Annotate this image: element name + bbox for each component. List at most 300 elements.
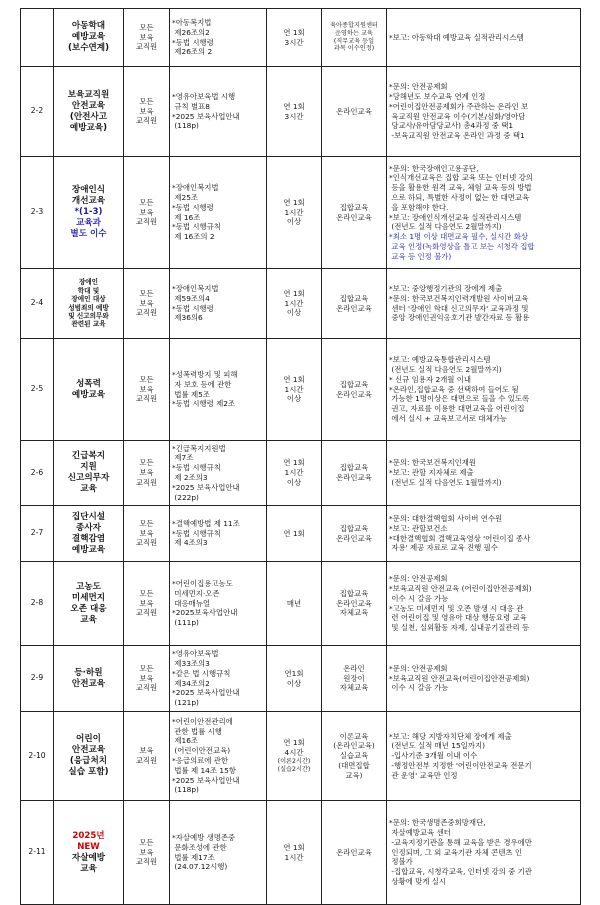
cell-line: 이론교육	[339, 731, 369, 741]
row-number: 2-11	[21, 801, 54, 905]
cell-line: 모든	[139, 96, 154, 106]
cell-line: (111p)	[172, 618, 199, 628]
cell-line: 온라인교육	[336, 533, 372, 543]
cell-line: (안전사고	[69, 111, 108, 122]
cell-line: 관한 법률 시행	[172, 726, 222, 736]
note-line: *고농도 미세먼지 및 오존 발생 시 대응 관	[389, 603, 524, 613]
cell-line: 문화조성에 관한	[172, 842, 227, 852]
cell-line: 아동학대	[71, 21, 106, 31]
cell-line: (보수연계)	[67, 43, 110, 53]
education-table-page	[20, 8, 580, 905]
cell-line: 교육	[80, 863, 97, 874]
note-line: 정불가	[389, 857, 413, 867]
education-method	[322, 562, 387, 646]
cell-line: *동법 시행규칙	[172, 463, 221, 473]
cell-line: (직무교육 등일	[333, 37, 375, 45]
cell-line: 교직원	[135, 608, 158, 618]
cell-line: 법률 제 14조 15항	[172, 765, 236, 775]
note-line: *보고: 관할보건소	[389, 523, 448, 533]
row-number: 2-8	[21, 562, 54, 646]
note-line: *보고: 장애인식개선교육 실적관리시스템	[389, 212, 522, 222]
cell-line: *동법 시행규칙	[172, 222, 221, 232]
cell-line: 보육	[139, 384, 154, 394]
cell-line: *(1-3)	[74, 207, 103, 217]
cell-line: 자체교육	[339, 683, 369, 693]
cell-line: 교직원	[135, 42, 158, 52]
cell-line: 보육	[139, 106, 154, 116]
cell-line: (어린이안전교육)	[172, 746, 231, 756]
cell-line: 모든	[139, 374, 154, 384]
target-staff	[124, 801, 170, 905]
cell-line: 온라인교육	[336, 598, 372, 608]
frequency-hours	[267, 506, 322, 562]
frequency-hours	[267, 339, 322, 441]
cell-line: 모든	[139, 197, 154, 207]
note-line: *어린이집안전공제회가 주관하는 온라인 보	[389, 101, 529, 111]
cell-line: 연1회	[284, 668, 304, 678]
education-name	[54, 157, 124, 269]
notes	[387, 339, 581, 441]
cell-line: 온라인교육	[336, 473, 372, 482]
cell-line: 등·하원	[74, 667, 103, 678]
notes	[387, 562, 581, 646]
cell-line: 관련된 교육	[71, 320, 106, 329]
table-row	[21, 801, 581, 905]
note-line: *당해년도 보수교육 연계 인정	[389, 91, 486, 101]
cell-line: 장애인 대상	[71, 295, 106, 304]
note-line: *보고: 예방교육통합관리시스템	[389, 355, 491, 365]
row-number: 2-5	[21, 339, 54, 441]
cell-line: 교육	[80, 614, 97, 625]
cell-line: *동법 시행령 제2조	[172, 399, 236, 409]
cell-line: 과목 이수인정)	[333, 45, 375, 53]
legal-basis	[170, 157, 267, 269]
note-line: 관 운영' 교육만 인정	[389, 770, 458, 780]
note-line: 자살예방교육 센터	[389, 828, 451, 838]
cell-line: *동법 시행령	[172, 202, 214, 212]
cell-line: 보육	[139, 746, 154, 756]
education-name	[54, 712, 124, 801]
cell-line: 종사자	[76, 522, 101, 533]
cell-line: 보육	[139, 673, 154, 683]
target-staff	[124, 506, 170, 562]
cell-line: *어린이안전관리에	[172, 716, 233, 726]
cell-line: 및 신고의무와	[68, 311, 109, 320]
cell-line: 온라인교육	[336, 212, 372, 222]
target-staff	[124, 562, 170, 646]
education-method	[322, 339, 387, 441]
cell-line: 규칙 별표8	[172, 101, 210, 111]
cell-line: 이상	[286, 217, 302, 227]
cell-line: 보육교직원	[67, 89, 110, 100]
education-method	[322, 9, 387, 67]
note-line: 자용' 제공 자료로 교육 진행 필수	[389, 543, 498, 553]
cell-line: (121p)	[172, 698, 199, 708]
note-line: *문의: 대한결핵협회 사이버 연수원	[389, 513, 503, 523]
note-line: (전년도 실적 다음연도 2월말까지)	[389, 222, 502, 232]
cell-line: (대면집합	[338, 760, 370, 770]
education-name	[54, 269, 124, 339]
cell-line: 개선교육	[71, 196, 106, 206]
cell-line: *어린이집용고농도	[172, 579, 233, 589]
legal-basis	[170, 646, 267, 712]
cell-line: *성폭력방지 및 피해	[172, 369, 238, 379]
cell-line: 연 1회	[283, 528, 305, 538]
education-name	[54, 801, 124, 905]
cell-line: (실습2시간)	[277, 765, 311, 773]
note-line: *인식개선교육은 집합 교육 또는 인터넷 강의	[389, 173, 533, 183]
cell-line: (118p)	[172, 785, 199, 795]
row-number: 2-4	[21, 269, 54, 339]
note-line: *문의: 한국보건복지인재원	[389, 458, 477, 468]
cell-line: (24.07.12시행)	[172, 862, 228, 872]
education-method	[322, 157, 387, 269]
education-name	[54, 339, 124, 441]
cell-line: 교직원	[135, 683, 158, 693]
cell-line: 결핵감염	[71, 533, 106, 544]
cell-line: 4시간	[284, 748, 304, 758]
cell-line: 자 보호 등에 관한	[172, 379, 232, 389]
cell-line: *2025 보육사업안내	[172, 688, 240, 698]
cell-line: 대응매뉴얼	[172, 598, 211, 608]
cell-line: 집합교육	[339, 202, 369, 212]
notes	[387, 9, 581, 67]
cell-line: (이론2시간)	[277, 758, 311, 766]
cell-line: 제59조의4	[172, 293, 210, 303]
cell-line: 연 1회	[283, 842, 305, 852]
legal-basis	[170, 712, 267, 801]
target-staff	[124, 269, 170, 339]
cell-line: 장애인식	[71, 185, 106, 195]
cell-line: 모든	[139, 518, 154, 528]
cell-line: 교직원	[135, 756, 158, 765]
note-line: *최소 1명 이상 대면교육 필수, 실시간 화상	[389, 232, 529, 242]
note-line: 및 실천, 실외활동 자제, 실내공기질관리 등	[389, 623, 530, 633]
legal-basis	[170, 339, 267, 441]
cell-line: 제26조의 2	[172, 47, 213, 57]
cell-line: 교직원	[135, 394, 158, 404]
legal-basis	[170, 9, 267, 67]
cell-line: 법률 제5조	[172, 389, 210, 399]
cell-line: *장애인복지법	[172, 283, 219, 293]
cell-line: 온라인	[343, 663, 365, 673]
note-line: 으로 하되, 특별한 사정이 없는 한 대면교육	[389, 192, 530, 202]
cell-line: 집합교육	[339, 523, 369, 533]
cell-line: 1시간	[284, 207, 304, 217]
note-line: -교육지정기관을 통해 교육을 받은 경우에만	[389, 837, 532, 847]
cell-line: 교직원	[135, 477, 158, 487]
education-method	[322, 269, 387, 339]
cell-line: *2025 보육사업안내	[172, 482, 240, 492]
notes	[387, 506, 581, 562]
cell-line: 교육	[80, 484, 97, 494]
cell-line: 모든	[139, 288, 154, 298]
cell-line: 어린이	[76, 734, 101, 744]
cell-line: *장애인복지법	[172, 183, 219, 193]
cell-line: (응급처치	[69, 756, 108, 766]
notes	[387, 269, 581, 339]
education-method	[322, 646, 387, 712]
cell-line: *아동복지법	[172, 17, 212, 27]
education-method	[322, 506, 387, 562]
cell-line: 3시간	[284, 111, 304, 121]
note-line: *문의: 한국보건복지인력개발원 사이버교육	[389, 293, 529, 303]
note-line: -행정안전부 지정한 '어린이안전교육 전문기	[389, 760, 532, 770]
cell-line: *영유아보육법 시행	[172, 91, 236, 101]
cell-line: 모든	[139, 22, 154, 32]
cell-line: 보육	[139, 468, 154, 478]
cell-line: (온라인교육)	[333, 741, 375, 751]
note-line: 에서 실시 + 교육보고서로 대체가능	[389, 413, 507, 423]
note-line: 이수 시 갈음 가능	[389, 593, 449, 603]
frequency-hours	[267, 67, 322, 157]
cell-line: 제16조	[172, 736, 199, 746]
cell-line: 실습 포함)	[68, 767, 109, 777]
cell-line: *같은 법 시행규칙	[172, 668, 231, 678]
note-line: 교육 등 인정 불가)	[389, 251, 452, 261]
note-line: *온라인,집합교육 중 선택하여 들어도 됨	[389, 384, 519, 394]
cell-line: 연 1회	[283, 27, 305, 37]
cell-line: 자살예방	[71, 852, 106, 863]
note-line: 육교직원 안전교육 이수(기본/심화/영아담	[389, 111, 526, 121]
cell-line: 긴급복지	[71, 451, 106, 461]
table-row	[21, 67, 581, 157]
table-row	[21, 441, 581, 506]
mandatory-education-table	[20, 8, 581, 905]
note-line: (전년도 실적 다음연도 2월말까지)	[389, 365, 502, 375]
note-line: 센터 '장애인 학대 신고의무자' 교육과정 및	[389, 303, 529, 313]
cell-line: 제36의6	[172, 313, 203, 323]
legal-basis	[170, 67, 267, 157]
note-line: 권고, 자료를 이용한 대면교육을 어린이집	[389, 404, 525, 414]
cell-line: 이상	[286, 308, 302, 318]
row-number: 2-6	[21, 441, 54, 506]
cell-line: 성범죄의 예방	[68, 303, 109, 312]
notes	[387, 157, 581, 269]
cell-line: 온라인교육	[336, 106, 372, 116]
cell-line: 제7조	[172, 453, 194, 463]
education-method	[322, 712, 387, 801]
cell-line: 법률 제17조	[172, 852, 215, 862]
cell-line: 원장이	[343, 673, 365, 683]
notes	[387, 67, 581, 157]
cell-line: 지원	[80, 462, 97, 472]
note-line: *문의: 안전공제회	[389, 574, 448, 584]
cell-line: 안전교육	[71, 100, 106, 111]
notes	[387, 441, 581, 506]
cell-line: *응급의료에 관한	[172, 756, 229, 765]
education-name	[54, 9, 124, 67]
cell-line: 연 1회	[283, 374, 305, 384]
note-line: *문의: 한국장애인고용공단,	[389, 163, 479, 173]
target-staff	[124, 67, 170, 157]
note-line: * 신규 임용자 2개월 이내	[389, 374, 472, 384]
cell-line: 미세먼지	[71, 592, 106, 603]
note-line: 이수 시 갈음 가능	[389, 683, 449, 693]
cell-line: 보육	[139, 298, 154, 308]
note-line: -보육교직원 안전교육 온라인 과정 중 택1	[389, 131, 525, 141]
note-line: 련 어린이집 및 영유아 대상 행동요령 교육	[389, 613, 527, 623]
note-line: 상황에 맞게 실시	[389, 876, 447, 886]
note-line: *보육교직원 안전교육(어린이집안전공제회)	[389, 673, 530, 683]
cell-line: 1시간	[284, 384, 304, 394]
note-line: (전년도 실적 매년 15일까지)	[389, 741, 485, 751]
education-name	[54, 646, 124, 712]
cell-line: 집합교육	[339, 293, 369, 303]
cell-line: 집단시설	[71, 511, 106, 522]
table-row	[21, 506, 581, 562]
cell-line: 집합교육	[339, 463, 369, 473]
table-row	[21, 157, 581, 269]
cell-line: *동법 시행령	[172, 37, 214, 47]
frequency-hours	[267, 441, 322, 506]
cell-line: 연 1회	[283, 101, 305, 111]
cell-line: 예방교육	[71, 544, 106, 555]
cell-line: 제 2조의3	[172, 473, 208, 482]
target-staff	[124, 646, 170, 712]
cell-line: *동법 시행규칙	[172, 528, 221, 538]
cell-line: 제 16조의 2	[172, 232, 215, 242]
note-line: *보고: 해당 지방자치단체 장에게 제출	[389, 731, 512, 741]
legal-basis	[170, 441, 267, 506]
cell-line: *긴급복지지원법	[172, 443, 226, 453]
cell-line: 교직원	[135, 538, 158, 548]
notes	[387, 801, 581, 905]
table-row	[21, 269, 581, 339]
cell-line: 실습교육	[339, 751, 369, 761]
cell-line: 매년	[286, 598, 302, 608]
note-line: 가능한 1명이상은 대면으로 들을 수 있도록	[389, 394, 530, 404]
cell-line: 3시간	[284, 37, 304, 47]
cell-line: 모든	[139, 837, 154, 847]
education-name	[54, 562, 124, 646]
cell-line: 장애인	[78, 278, 99, 287]
frequency-hours	[267, 712, 322, 801]
table-row	[21, 646, 581, 712]
note-line: *문의: 안전공제회	[389, 82, 448, 92]
cell-line: 모든	[139, 588, 154, 598]
note-line: *문의: 안전공제회	[389, 663, 448, 673]
cell-line: 모든	[139, 458, 154, 468]
notes	[387, 712, 581, 801]
row-number	[21, 9, 54, 67]
education-method	[322, 441, 387, 506]
cell-line: 보육	[139, 598, 154, 608]
row-number: 2-10	[21, 712, 54, 801]
cell-line: 예방교육	[71, 32, 106, 42]
cell-line: *2025 보육사업안내	[172, 111, 240, 121]
frequency-hours	[267, 646, 322, 712]
frequency-hours	[267, 562, 322, 646]
cell-line: 안전교육	[71, 745, 106, 755]
note-line: 등을 활용한 원격 교육, 체험 교육 등의 방법	[389, 183, 532, 193]
note-line: 중앙 장애인권익옹호기관 발간자료 등 활용	[389, 313, 530, 323]
cell-line: 오존 대응	[70, 603, 107, 614]
cell-line: 미세먼지·오존	[172, 588, 220, 598]
cell-line: 연 1회	[283, 738, 305, 748]
cell-line: 보육	[139, 847, 154, 857]
note-line: *보고: 관할 지자체로 제출	[389, 468, 474, 478]
cell-line: 예방교육)	[69, 122, 108, 133]
cell-line: 보육	[139, 207, 154, 217]
cell-line: 제25조	[172, 192, 199, 202]
cell-line: 연 1회	[283, 197, 305, 207]
note-line: *보고: 중앙행정기관의 장에게 제출	[389, 283, 503, 293]
table-row	[21, 562, 581, 646]
cell-line: 1시간	[284, 298, 304, 308]
cell-line: *2025보육사업안내	[172, 608, 238, 618]
legal-basis	[170, 506, 267, 562]
education-method	[322, 67, 387, 157]
cell-line: 제 16조	[172, 212, 201, 222]
cell-line: 연 1회	[283, 458, 305, 468]
cell-line: *자살예방 생명존중	[172, 832, 236, 842]
target-staff	[124, 9, 170, 67]
note-line: 당교사/유아담당교사) 총4과정 중 택1	[389, 121, 514, 131]
cell-line: 교직원	[135, 308, 158, 318]
row-number: 2-9	[21, 646, 54, 712]
cell-line: *영유아보육법	[172, 649, 219, 659]
cell-line: *동법 시행령	[172, 303, 214, 313]
frequency-hours	[267, 269, 322, 339]
cell-line: 운영하는 교육	[335, 29, 373, 37]
note-line: 을 포함해야 한다.	[389, 202, 449, 212]
note-line: -집합교육, 시청각교육, 인터넷 강의 중 기관	[389, 867, 532, 877]
cell-line: (222p)	[172, 492, 199, 502]
cell-line: 학대 및	[77, 286, 100, 295]
notes	[387, 646, 581, 712]
cell-line: 별도 이수	[70, 229, 107, 239]
note-line: *문의: 한국생명존중희망재단,	[389, 818, 486, 828]
row-number: 2-7	[21, 506, 54, 562]
cell-line: 자체교육	[339, 608, 369, 618]
note-line: *보육교직원 안전교육 (어린이집안전공제회)	[389, 583, 532, 593]
note-line: -입사기준 3개월 이내 이수	[389, 751, 478, 761]
note-line: 교육 인정(녹화영상을 틀고 보는 시청각 집합	[389, 241, 535, 251]
cell-line: 모든	[139, 663, 154, 673]
table-row	[21, 712, 581, 801]
cell-line: 온라인교육	[336, 847, 372, 857]
cell-line: 이상	[286, 394, 302, 404]
frequency-hours	[267, 801, 322, 905]
cell-line: NEW	[77, 841, 100, 852]
note-line: 인정되며, 그 외 교육기관 자체 콘텐츠 인	[389, 847, 523, 857]
cell-line: 2025년	[72, 830, 105, 841]
cell-line: 집합교육	[339, 379, 369, 389]
cell-line: 온라인교육	[336, 303, 372, 313]
target-staff	[124, 157, 170, 269]
cell-line: *결핵예방법 제 11조	[172, 518, 240, 528]
note-line: *대한결핵협회 결핵교육영상 '어린이집 종사	[389, 533, 531, 543]
cell-line: 교육)	[345, 770, 363, 780]
cell-line: 신고의무자	[67, 473, 110, 483]
cell-line: 제33조의3	[172, 658, 210, 668]
cell-line: 집합교육	[339, 588, 369, 598]
cell-line: 온라인교육	[336, 389, 372, 399]
legal-basis	[170, 269, 267, 339]
target-staff	[124, 712, 170, 801]
target-staff	[124, 339, 170, 441]
cell-line: 보육	[139, 528, 154, 538]
education-name	[54, 67, 124, 157]
table-row	[21, 9, 581, 67]
education-name	[54, 506, 124, 562]
cell-line: 안전교육	[71, 678, 106, 689]
cell-line: (118p)	[172, 121, 199, 131]
cell-line: 교직원	[135, 116, 158, 126]
frequency-hours	[267, 9, 322, 67]
cell-line: 성폭력	[76, 378, 101, 389]
